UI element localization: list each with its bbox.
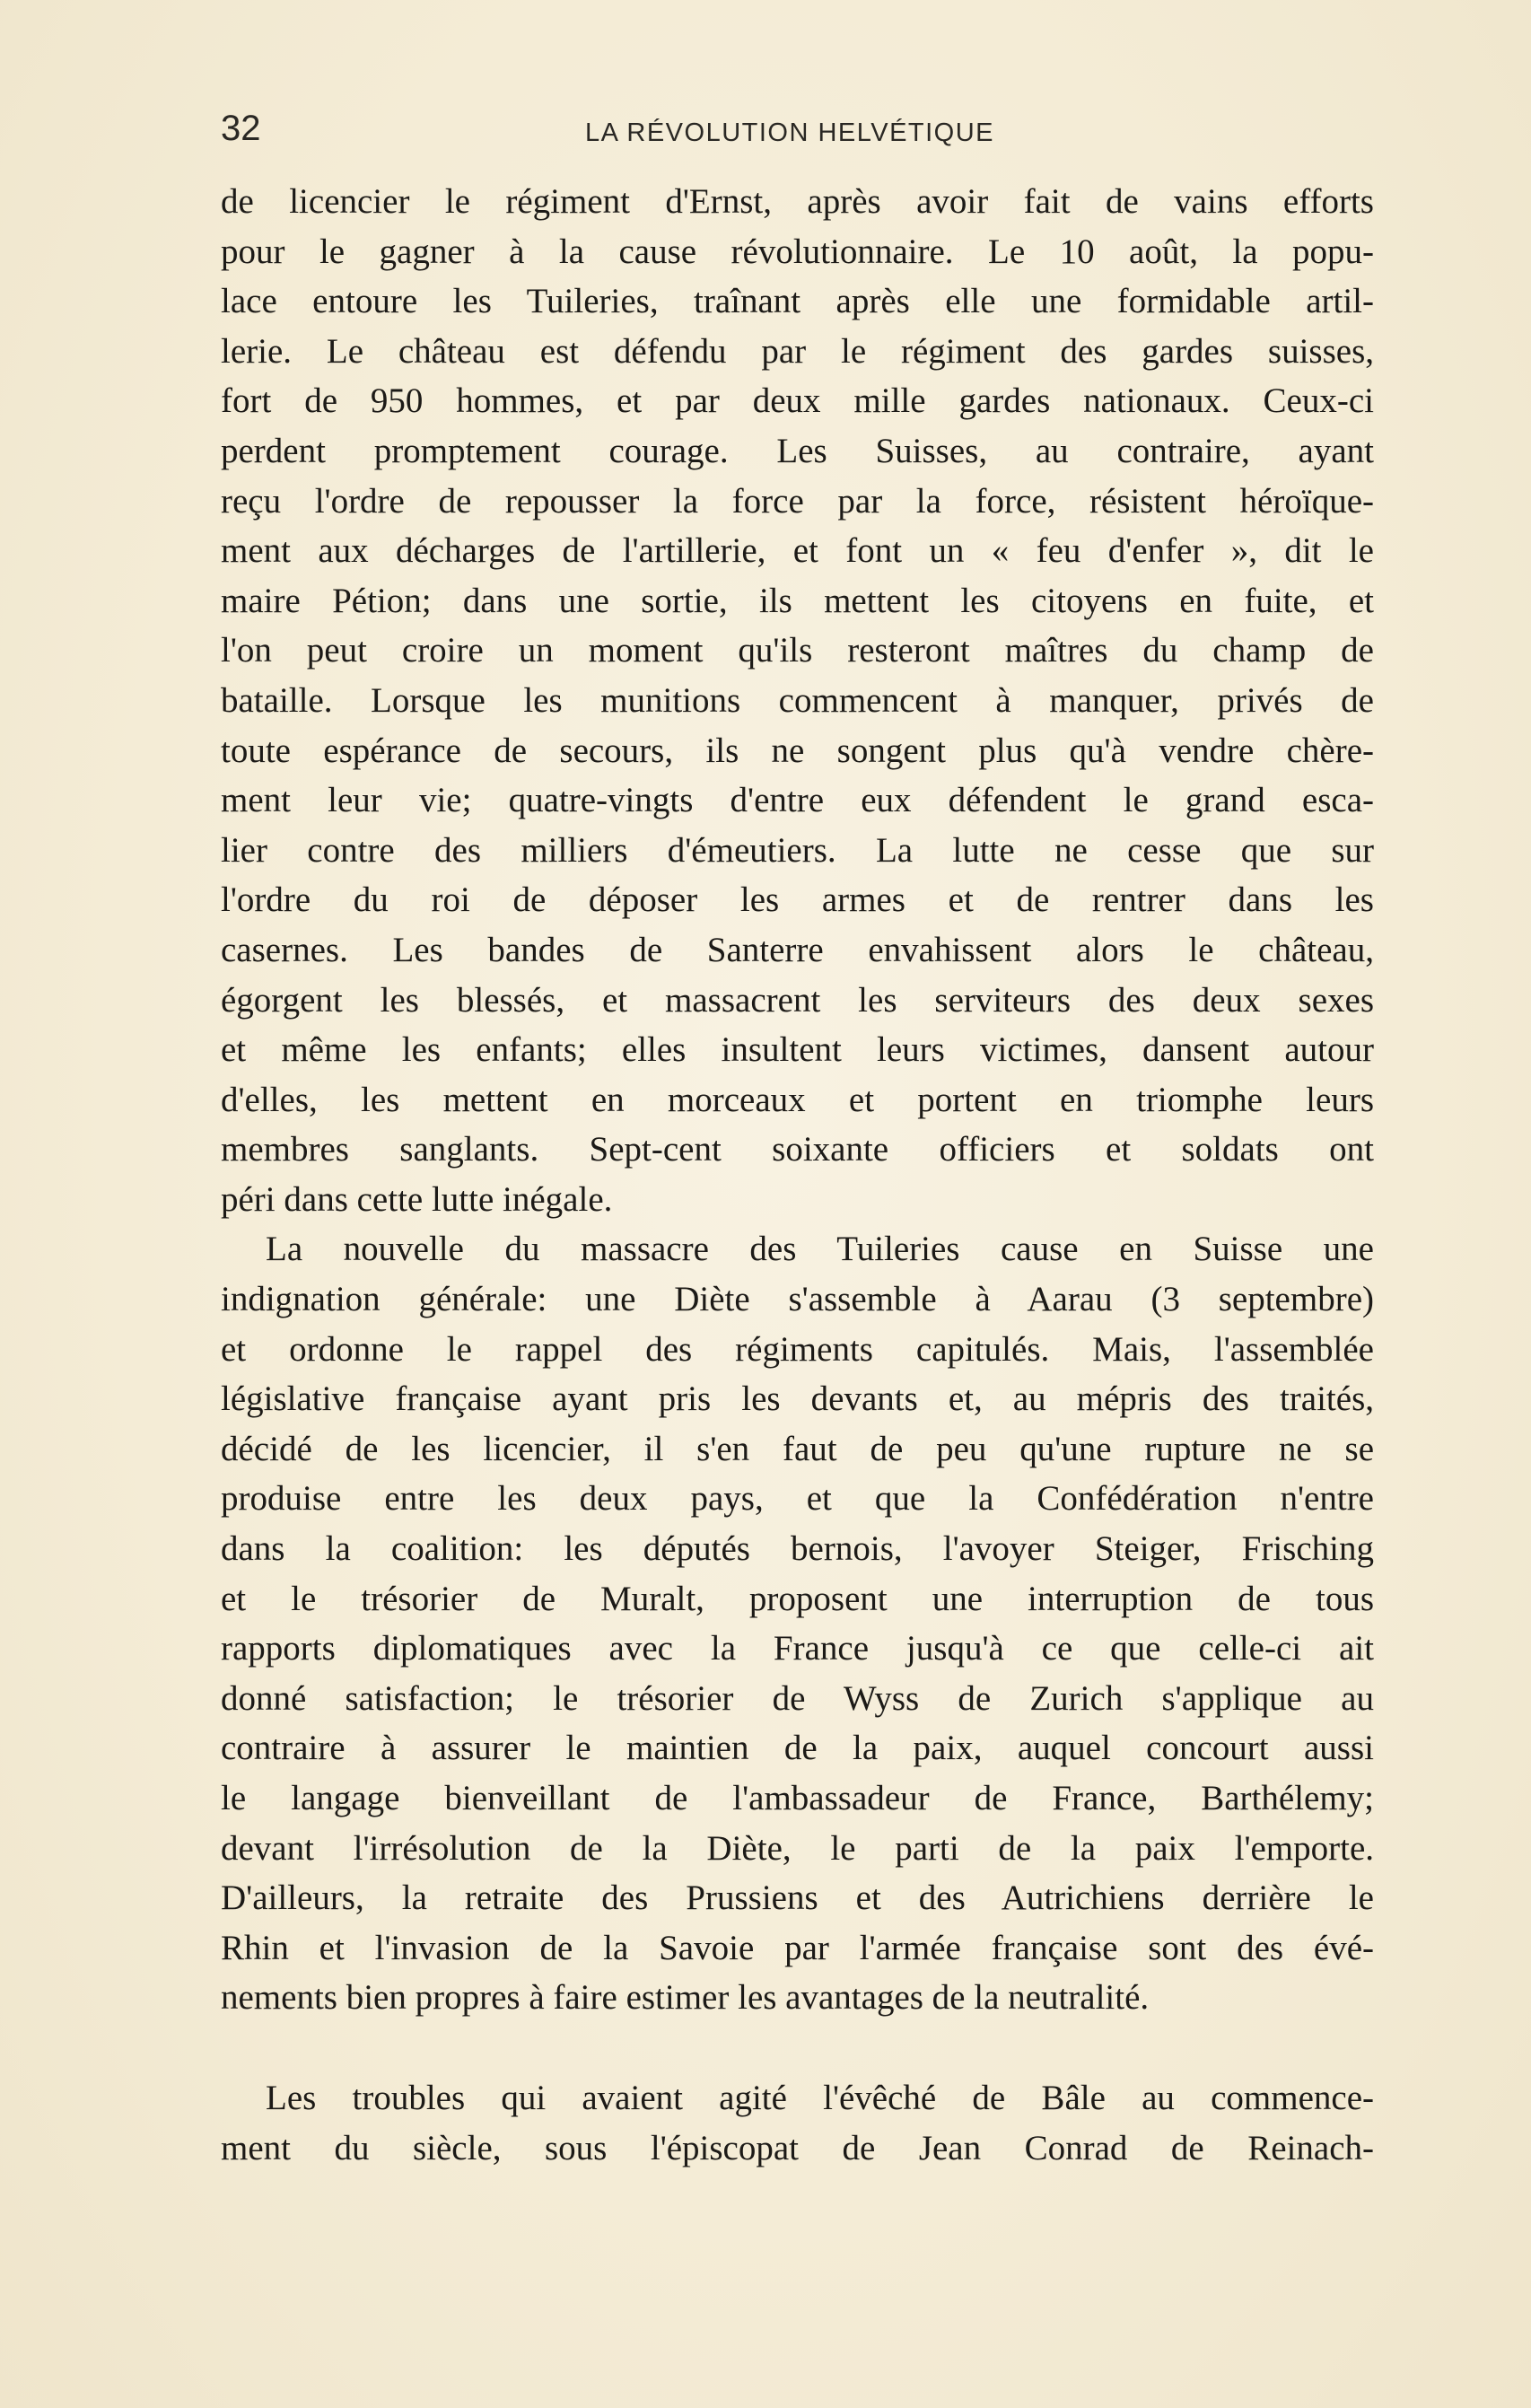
- text-line: l'on peut croire un moment qu'ils resteront maîtres du champ de: [221, 631, 1374, 670]
- paragraph: [221, 2073, 1374, 2173]
- text-line: décidé de les licencier, il s'en faut de peu qu'une rupture ne se: [221, 1429, 1374, 1468]
- text-line: D'ailleurs, la retraite des Prussiens et des Autrichiens derrière le: [221, 1878, 1374, 1918]
- text-line: ment aux décharges de l'artillerie, et font un « feu d'enfer », dit le: [221, 531, 1374, 571]
- text-line: péri dans cette lutte inégale.: [221, 1179, 613, 1219]
- text-line: et ordonne le rappel des régiments capitulés. Mais, l'assemblée: [221, 1329, 1374, 1369]
- text-line: perdent promptement courage. Les Suisses, au contraire, ayant: [221, 431, 1374, 470]
- text-line: ment leur vie; quatre-vingts d'entre eux défendent le grand esca-: [221, 781, 1374, 820]
- body-text: [221, 177, 1374, 2173]
- text-line: bataille. Lorsque les munitions commencent à manquer, privés de: [221, 680, 1374, 720]
- text-line: rapports diplomatiques avec la France jusqu'à ce que celle-ci ait: [221, 1629, 1374, 1668]
- text-line: reçu l'ordre de repousser la force par la force, résistent héroïque-: [221, 481, 1374, 521]
- text-line: lace entoure les Tuileries, traînant après elle une formidable artil-: [221, 282, 1374, 321]
- text-line: dans la coalition: les députés bernois, l'avoyer Steiger, Frisching: [221, 1529, 1374, 1569]
- text-line: ment du siècle, sous l'épiscopat de Jean Conrad de Reinach-: [221, 2128, 1374, 2167]
- text-line: indignation générale: une Diète s'assemble à Aarau (3 septembre): [221, 1280, 1374, 1319]
- text-line: La nouvelle du massacre des Tuileries cause en Suisse une: [266, 1230, 1374, 1269]
- text-line: législative française ayant pris les devants et, au mépris des traités,: [221, 1379, 1374, 1419]
- text-line: fort de 950 hommes, et par deux mille gardes nationaux. Ceux-ci: [221, 381, 1374, 421]
- text-line: contraire à assurer le maintien de la paix, auquel concourt aussi: [221, 1729, 1374, 1768]
- text-line: donné satisfaction; le trésorier de Wyss de Zurich s'applique au: [221, 1678, 1374, 1718]
- text-line: lerie. Le château est défendu par le régiment des gardes suisses,: [221, 331, 1374, 371]
- paragraph: [221, 1224, 1374, 2023]
- text-line: maire Pétion; dans une sortie, ils mettent les citoyens en fuite, et: [221, 581, 1374, 620]
- text-line: pour le gagner à la cause révolutionnaire. Le 10 août, la popu-: [221, 232, 1374, 271]
- text-line: Les troubles qui avaient agité l'évêché de Bâle au commence-: [266, 2078, 1374, 2117]
- text-line: et le trésorier de Muralt, proposent une interruption de tous: [221, 1579, 1374, 1618]
- text-line: Rhin et l'invasion de la Savoie par l'armée française sont des évé-: [221, 1928, 1374, 1967]
- text-line: nements bien propres à faire estimer les avantages de la neutralité.: [221, 1978, 1150, 2018]
- text-line: lier contre des milliers d'émeutiers. La lutte ne cesse que sur: [221, 830, 1374, 870]
- page-number: 32: [221, 109, 261, 148]
- text-line: toute espérance de secours, ils ne songent plus qu'à vendre chère-: [221, 731, 1374, 770]
- text-line: de licencier le régiment d'Ernst, après avoir fait de vains efforts: [221, 182, 1374, 221]
- text-line: d'elles, les mettent en morceaux et portent en triomphe leurs: [221, 1080, 1374, 1119]
- text-line: devant l'irrésolution de la Diète, le parti de la paix l'emporte.: [221, 1828, 1374, 1868]
- text-line: casernes. Les bandes de Santerre envahissent alors le château,: [221, 930, 1374, 969]
- text-line: l'ordre du roi de déposer les armes et de rentrer dans les: [221, 880, 1374, 920]
- paragraph: [221, 177, 1374, 1224]
- text-line: égorgent les blessés, et massacrent les serviteurs des deux sexes: [221, 980, 1374, 1020]
- text-line: le langage bienveillant de l'ambassadeur de France, Barthélemy;: [221, 1779, 1374, 1817]
- text-line: et même les enfants; elles insultent leurs victimes, dansent autour: [221, 1030, 1374, 1070]
- text-line: membres sanglants. Sept-cent soixante officiers et soldats ont: [221, 1130, 1374, 1169]
- text-line: produise entre les deux pays, et que la Confédération n'entre: [221, 1479, 1374, 1519]
- running-title: LA RÉVOLUTION HELVÉTIQUE: [584, 118, 995, 147]
